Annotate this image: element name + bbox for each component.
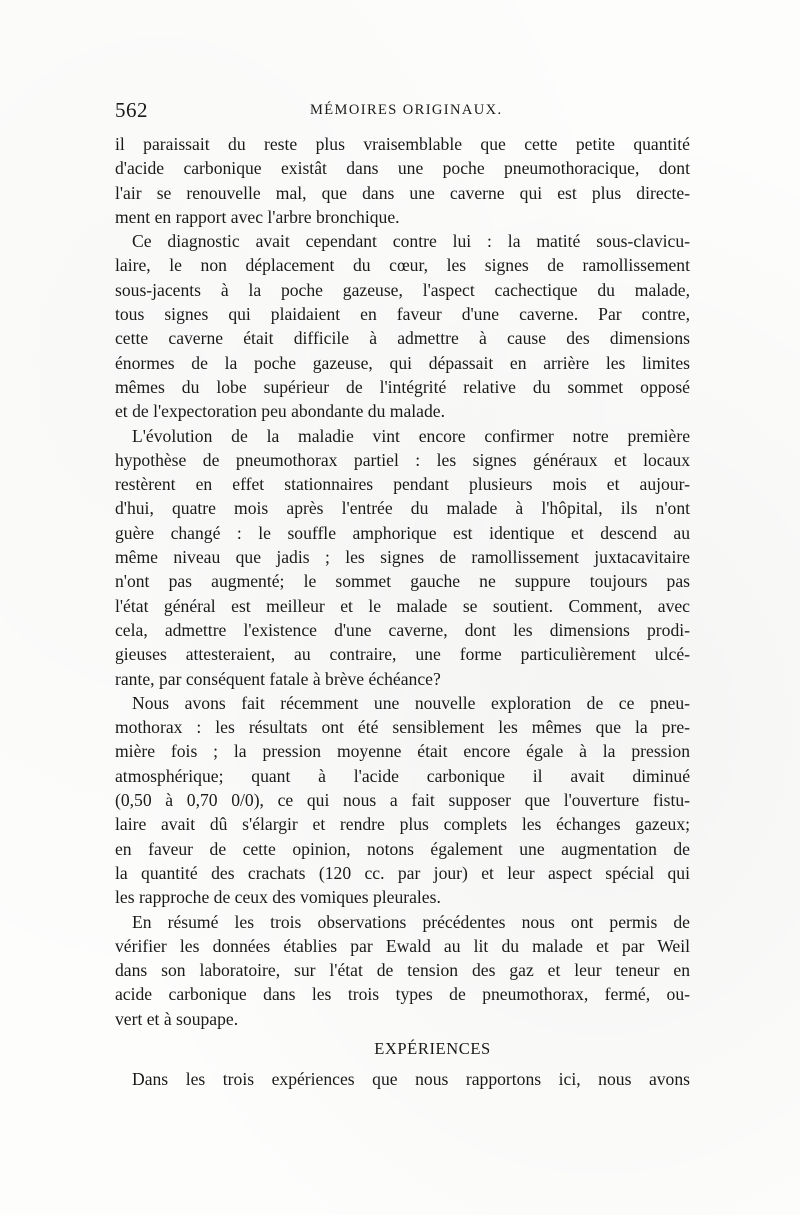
body-text [115, 132, 690, 1091]
text-line: l'état général est meilleur et le malade se soutient. Comment, avec [115, 595, 690, 616]
text-line: et de l'expectoration peu abondante du malade. [115, 401, 445, 422]
text-line: atmosphérique; quant à l'acide carbonique il avait diminué [115, 765, 690, 786]
text-line: Nous avons fait récemment une nouvelle exploration de ce pneu- [132, 692, 690, 713]
text-line: il paraissait du reste plus vraisemblable que cette petite quantité [115, 134, 690, 154]
text-line: hypothèse de pneumothorax partiel : les signes généraux et locaux [115, 449, 690, 470]
text-line: ment en rapport avec l'arbre bronchique. [115, 206, 400, 227]
text-line: laire avait dû s'élargir et rendre plus complets les échanges gazeux; [115, 814, 690, 835]
page-number: 562 [115, 98, 148, 122]
text-line: laire, le non déplacement du cœur, les signes de ramollissement [115, 255, 690, 276]
text-line: en faveur de cette opinion, notons également une augmentation de [115, 838, 690, 859]
text-line: vert et à soupape. [115, 1008, 239, 1029]
text-line: rante, par conséquent fatale à brève échéance? [115, 668, 441, 689]
paragraph [115, 132, 690, 229]
paragraph [115, 424, 690, 691]
text-line: tous signes qui plaidaient en faveur d'une caverne. Par contre, [115, 304, 690, 325]
text-line: mothorax : les résultats ont été sensiblement les mêmes que la pre- [115, 717, 690, 738]
text-line: gieuses attesteraient, au contraire, une forme particulièrement ulcé- [115, 644, 690, 665]
text-line: cette caverne était difficile à admettre à cause des dimensions [115, 328, 690, 349]
text-line: Ce diagnostic avait cependant contre lui : la matité sous-clavicu- [132, 231, 690, 252]
text-line: mêmes du lobe supérieur de l'intégrité relative du sommet opposé [115, 376, 690, 397]
paragraph [115, 910, 690, 1031]
text-line: sous-jacents à la poche gazeuse, l'aspect cachectique du malade, [115, 279, 690, 300]
text-line: dans son laboratoire, sur l'état de tension des gaz et leur teneur en [115, 960, 690, 981]
text-line: les rapproche de ceux des vomiques pleurales. [115, 887, 441, 908]
text-line: guère changé : le souffle amphorique est identique et descend au [115, 522, 690, 543]
text-line: n'ont pas augmenté; le sommet gauche ne suppure toujours pas [115, 571, 690, 592]
text-line: même niveau que jadis ; les signes de ramollissement juxtacavitaire [115, 547, 690, 568]
section-heading: EXPÉRIENCES [374, 1038, 491, 1058]
running-title: MÉMOIRES ORIGINAUX. [310, 102, 503, 118]
text-line: cela, admettre l'existence d'une caverne, dont les dimensions prodi- [115, 619, 690, 640]
running-head [115, 98, 690, 128]
text-line: En résumé les trois observations précédentes nous ont permis de [132, 911, 690, 932]
text-line: acide carbonique dans les trois types de pneumothorax, fermé, ou- [115, 984, 690, 1005]
text-line: (0,50 à 0,70 0/0), ce qui nous a fait supposer que l'ouverture fistu- [115, 790, 690, 811]
text-line: d'acide carbonique existât dans une poche pneumothoracique, dont [115, 158, 690, 179]
text-line: énormes de la poche gazeuse, qui dépassait en arrière les limites [115, 352, 690, 373]
text-line: Dans les trois expériences que nous rapportons ici, nous avons [132, 1068, 690, 1089]
text-line: la quantité des crachats (120 cc. par jour) et leur aspect spécial qui [115, 862, 690, 883]
paragraph [115, 691, 690, 910]
paragraph [115, 229, 690, 423]
text-line: L'évolution de la maladie vint encore confirmer notre première [132, 425, 690, 446]
text-line: mière fois ; la pression moyenne était encore égale à la pression [115, 741, 690, 762]
text-line: l'air se renouvelle mal, que dans une caverne qui est plus directe- [115, 182, 690, 203]
text-line: restèrent en effet stationnaires pendant plusieurs mois et aujour- [115, 474, 690, 495]
text-line: d'hui, quatre mois après l'entrée du malade à l'hôpital, ils n'ont [115, 498, 690, 519]
text-line: vérifier les données établies par Ewald au lit du malade et par Weil [115, 935, 690, 956]
paragraph [115, 1067, 690, 1091]
